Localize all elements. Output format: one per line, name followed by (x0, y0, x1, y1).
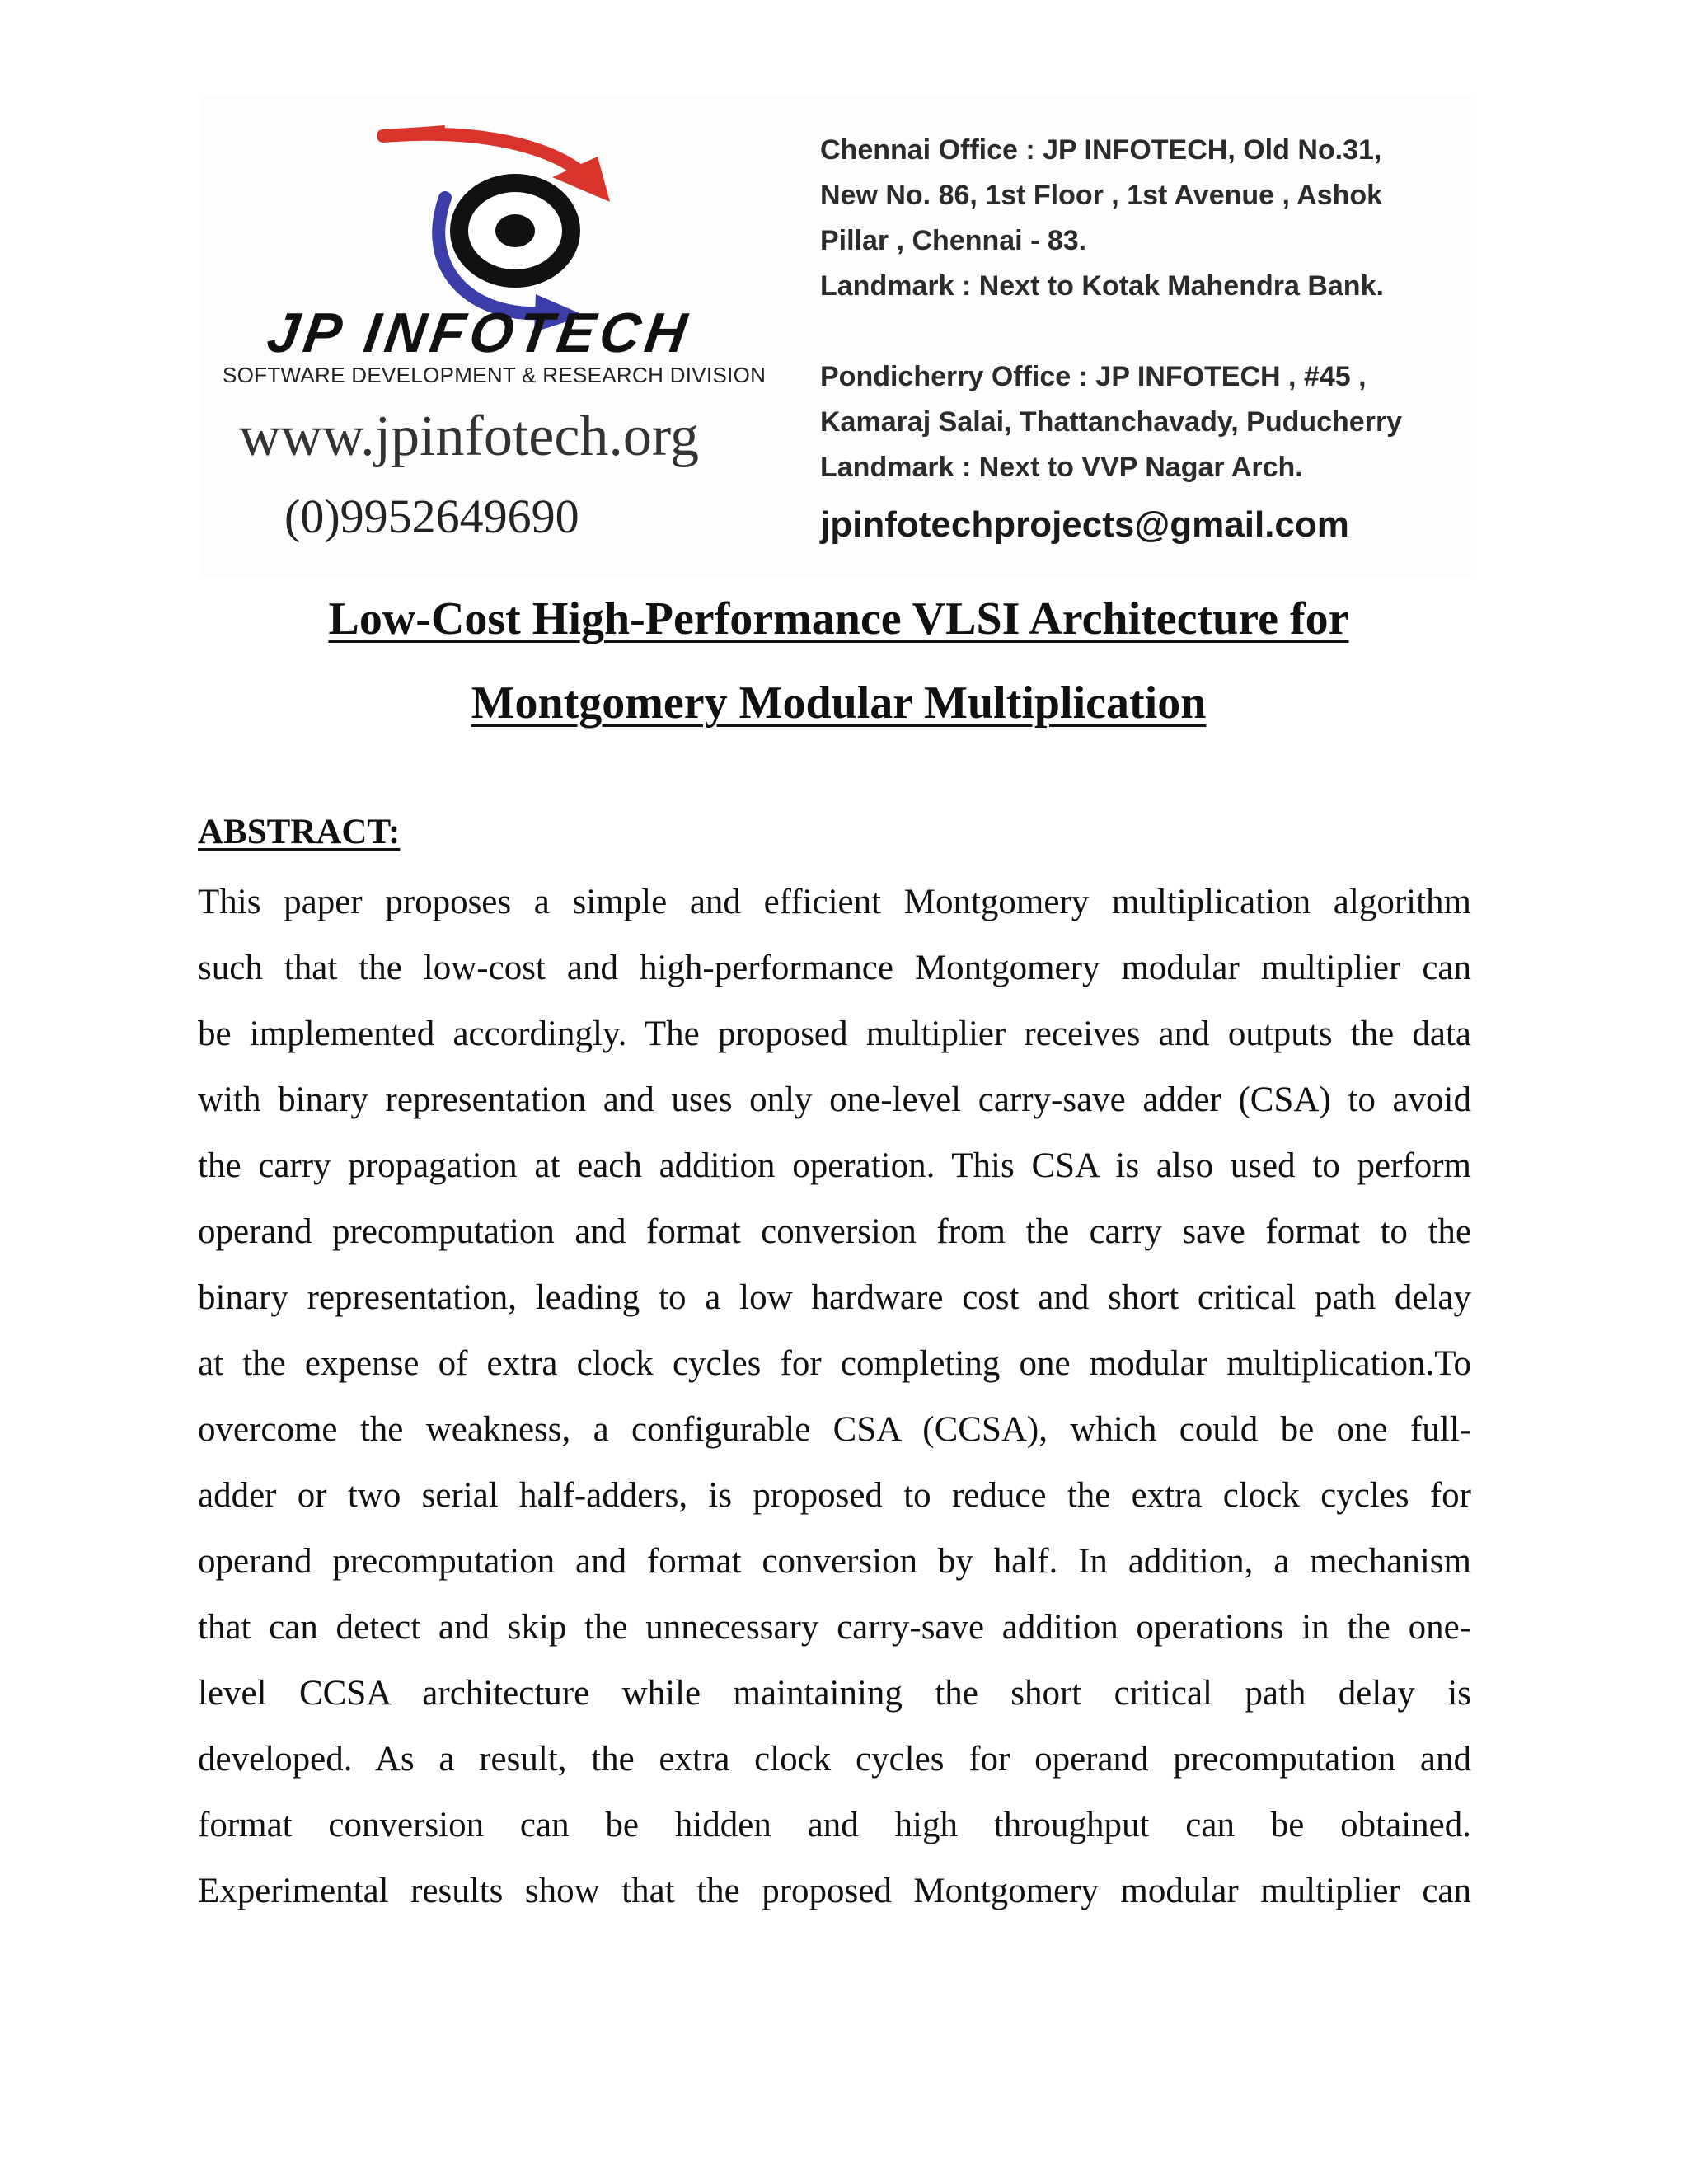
abstract-heading: ABSTRACT: (198, 813, 401, 851)
brand-name: JP INFOTECH (263, 302, 696, 364)
abstract-line: operand precomputation and format conversion from the carry save format to the (198, 1212, 1471, 1251)
abstract-line: This paper proposes a simple and efficient Montgomery multiplication algorithm (198, 883, 1471, 921)
pondicherry-office-address (820, 354, 1479, 490)
email-address[interactable]: jpinfotechprojects@gmail.com (820, 504, 1349, 545)
website-link[interactable]: www.jpinfotech.org (239, 405, 699, 468)
address-line: Chennai Office : JP INFOTECH, Old No.31, (820, 134, 1382, 166)
title-line: Low-Cost High-Performance VLSI Architecture for (328, 593, 1349, 644)
address-line: Pillar , Chennai - 83. (820, 225, 1087, 256)
address-line: Landmark : Next to Kotak Mahendra Bank. (820, 270, 1384, 302)
abstract-line: binary representation, leading to a low hardware cost and short critical path delay (198, 1278, 1471, 1317)
abstract-line: at the expense of extra clock cycles for completing one modular multiplication.To (198, 1344, 1471, 1383)
abstract-line: that can detect and skip the unnecessary carry-save addition operations in the one- (198, 1608, 1471, 1647)
abstract-line: operand precomputation and format conversion by half. In addition, a mechanism (198, 1542, 1471, 1581)
address-line: Kamaraj Salai, Thattanchavady, Puducherry (820, 406, 1403, 438)
abstract-line: developed. As a result, the extra clock cycles for operand precomputation and (198, 1740, 1471, 1779)
division-name: SOFTWARE DEVELOPMENT & RESEARCH DIVISION (223, 363, 767, 387)
abstract-line: such that the low-cost and high-performance Montgomery modular multiplier can (198, 949, 1471, 987)
abstract-line: format conversion can be hidden and high throughput can be obtained. (198, 1806, 1471, 1844)
abstract-line: the carry propagation at each addition operation. This CSA is also used to perform (198, 1146, 1471, 1185)
phone-number: (0)9952649690 (284, 490, 579, 543)
abstract-line: level CCSA architecture while maintaining the short critical path delay is (198, 1674, 1471, 1713)
abstract-line: adder or two serial half-adders, is proposed to reduce the extra clock cycles for (198, 1476, 1471, 1515)
address-line: New No. 86, 1st Floor , 1st Avenue , Ashok (820, 180, 1383, 211)
abstract-line: with binary representation and uses only one-level carry-save adder (CSA) to avoid (198, 1080, 1471, 1119)
title-line: Montgomery Modular Multiplication (471, 677, 1207, 729)
address-line: Landmark : Next to VVP Nagar Arch. (820, 452, 1303, 483)
abstract-line: overcome the weakness, a configurable CSA (CCSA), which could be one full- (198, 1410, 1471, 1449)
chennai-office-address (820, 128, 1479, 309)
abstract-body (198, 869, 1471, 1924)
paper-title (202, 577, 1475, 745)
abstract-line: Experimental results show that the proposed Montgomery modular multiplier can (198, 1872, 1471, 1910)
address-line: Pondicherry Office : JP INFOTECH , #45 , (820, 361, 1367, 392)
abstract-line: be implemented accordingly. The proposed multiplier receives and outputs the data (198, 1015, 1471, 1053)
letterhead (202, 95, 1475, 577)
